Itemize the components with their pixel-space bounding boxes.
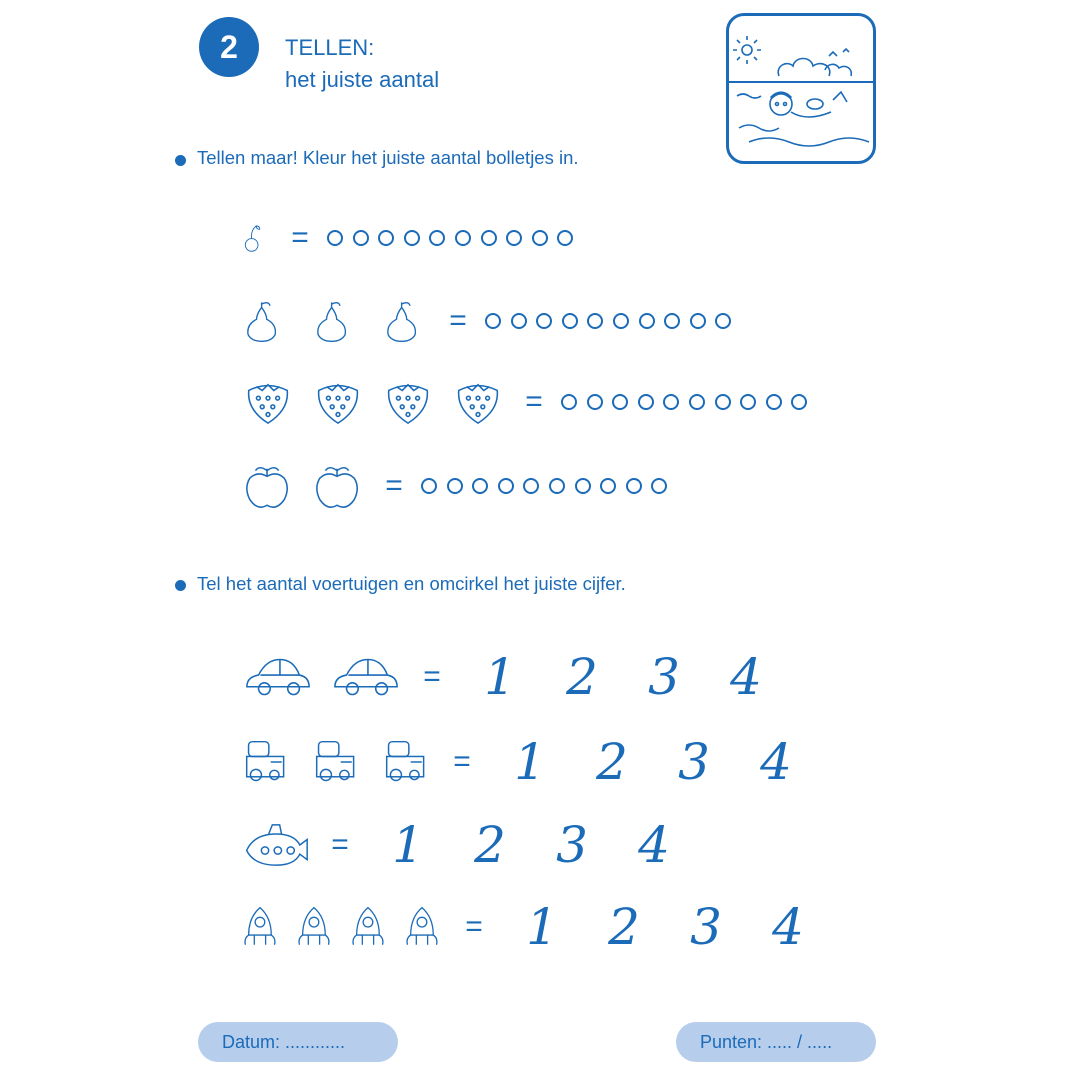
answer-circle[interactable] [353,230,369,246]
rocket-icon [297,901,339,953]
answer-circle[interactable] [481,230,497,246]
answer-circle[interactable] [561,394,577,410]
rocket-icon [351,901,393,953]
number-option[interactable]: 4 [772,898,804,956]
answer-circle[interactable] [587,394,603,410]
equals-sign: = [331,828,349,861]
answer-circle[interactable] [663,394,679,410]
answer-circle[interactable] [638,394,654,410]
equals-sign: = [423,660,441,693]
number-option[interactable]: 4 [760,733,792,791]
train-icon [313,736,361,788]
answer-circle[interactable] [506,230,522,246]
number-option[interactable]: 2 [474,816,506,874]
instruction-1: Tellen maar! Kleur het juiste aantal bolletjes in. [197,147,579,168]
answer-circle[interactable] [575,478,591,494]
vehicle-row [243,898,829,956]
count-row [243,212,583,264]
answer-circle[interactable] [766,394,782,410]
answer-circle[interactable] [421,478,437,494]
number-option[interactable]: 3 [648,648,680,706]
number-option[interactable]: 2 [566,648,598,706]
circle-group [421,478,677,494]
answer-circle[interactable] [689,394,705,410]
answer-circle[interactable] [639,313,655,329]
submarine-icon [243,819,309,871]
number-options [459,648,787,706]
answer-circle[interactable] [791,394,807,410]
pear-icon [383,295,427,347]
answer-circle[interactable] [613,313,629,329]
answer-circle[interactable] [532,230,548,246]
equals-sign: = [453,745,471,778]
answer-circle[interactable] [404,230,420,246]
equals-sign: = [465,910,483,943]
cherry-icon [243,212,273,264]
number-option[interactable]: 4 [730,648,762,706]
equals-sign: = [525,385,543,418]
answer-circle[interactable] [455,230,471,246]
answer-circle[interactable] [327,230,343,246]
vehicle-row [243,816,695,874]
pear-icon [243,295,287,347]
number-option[interactable]: 3 [690,898,722,956]
apple-icon [313,460,363,512]
exercise-number-badge: 2 [199,17,259,77]
rocket-icon [243,901,285,953]
page-subtitle: het juiste aantal [285,67,440,92]
strawberry-icon [383,376,433,428]
strawberry-icon [243,376,293,428]
bullet-icon [175,580,186,591]
circle-group [561,394,817,410]
circle-group [485,313,741,329]
strawberry-icon [453,376,503,428]
instruction-2: Tel het aantal voertuigen en omcirkel het juiste cijfer. [197,573,626,594]
number-options [501,898,829,956]
car-icon [331,651,401,703]
answer-circle[interactable] [664,313,680,329]
answer-circle[interactable] [715,394,731,410]
equals-sign: = [449,304,467,337]
count-row [243,460,677,512]
answer-circle[interactable] [557,230,573,246]
answer-circle[interactable] [600,478,616,494]
car-icon [243,651,313,703]
vehicle-row [243,648,787,706]
answer-circle[interactable] [562,313,578,329]
score-field[interactable]: Punten: ..... / ..... [676,1022,876,1062]
answer-circle[interactable] [498,478,514,494]
apple-icon [243,460,293,512]
number-option[interactable]: 3 [556,816,588,874]
answer-circle[interactable] [549,478,565,494]
answer-circle[interactable] [651,478,667,494]
pear-icon [313,295,357,347]
number-option[interactable]: 1 [484,648,516,706]
answer-circle[interactable] [536,313,552,329]
train-icon [243,736,291,788]
vehicle-row [243,733,817,791]
bullet-icon [175,155,186,166]
answer-circle[interactable] [612,394,628,410]
answer-circle[interactable] [715,313,731,329]
answer-circle[interactable] [523,478,539,494]
number-options [489,733,817,791]
equals-sign: = [385,469,403,502]
number-option[interactable]: 1 [526,898,558,956]
count-row [243,295,741,347]
answer-circle[interactable] [740,394,756,410]
page-title: TELLEN: [285,35,375,60]
rocket-icon [405,901,447,953]
swimming-scene-illustration [726,13,876,164]
count-row [243,376,817,428]
answer-circle[interactable] [447,478,463,494]
answer-circle[interactable] [587,313,603,329]
number-option[interactable]: 4 [638,816,670,874]
number-option[interactable]: 1 [392,816,424,874]
circle-group [327,230,583,246]
number-options [367,816,695,874]
answer-circle[interactable] [690,313,706,329]
answer-circle[interactable] [378,230,394,246]
train-icon [383,736,431,788]
number-option[interactable]: 2 [596,733,628,791]
answer-circle[interactable] [626,478,642,494]
answer-circle[interactable] [511,313,527,329]
equals-sign: = [291,221,309,254]
number-option[interactable]: 1 [514,733,546,791]
number-option[interactable]: 3 [678,733,710,791]
number-option[interactable]: 2 [608,898,640,956]
answer-circle[interactable] [485,313,501,329]
answer-circle[interactable] [472,478,488,494]
date-field[interactable]: Datum: ............ [198,1022,398,1062]
strawberry-icon [313,376,363,428]
answer-circle[interactable] [429,230,445,246]
